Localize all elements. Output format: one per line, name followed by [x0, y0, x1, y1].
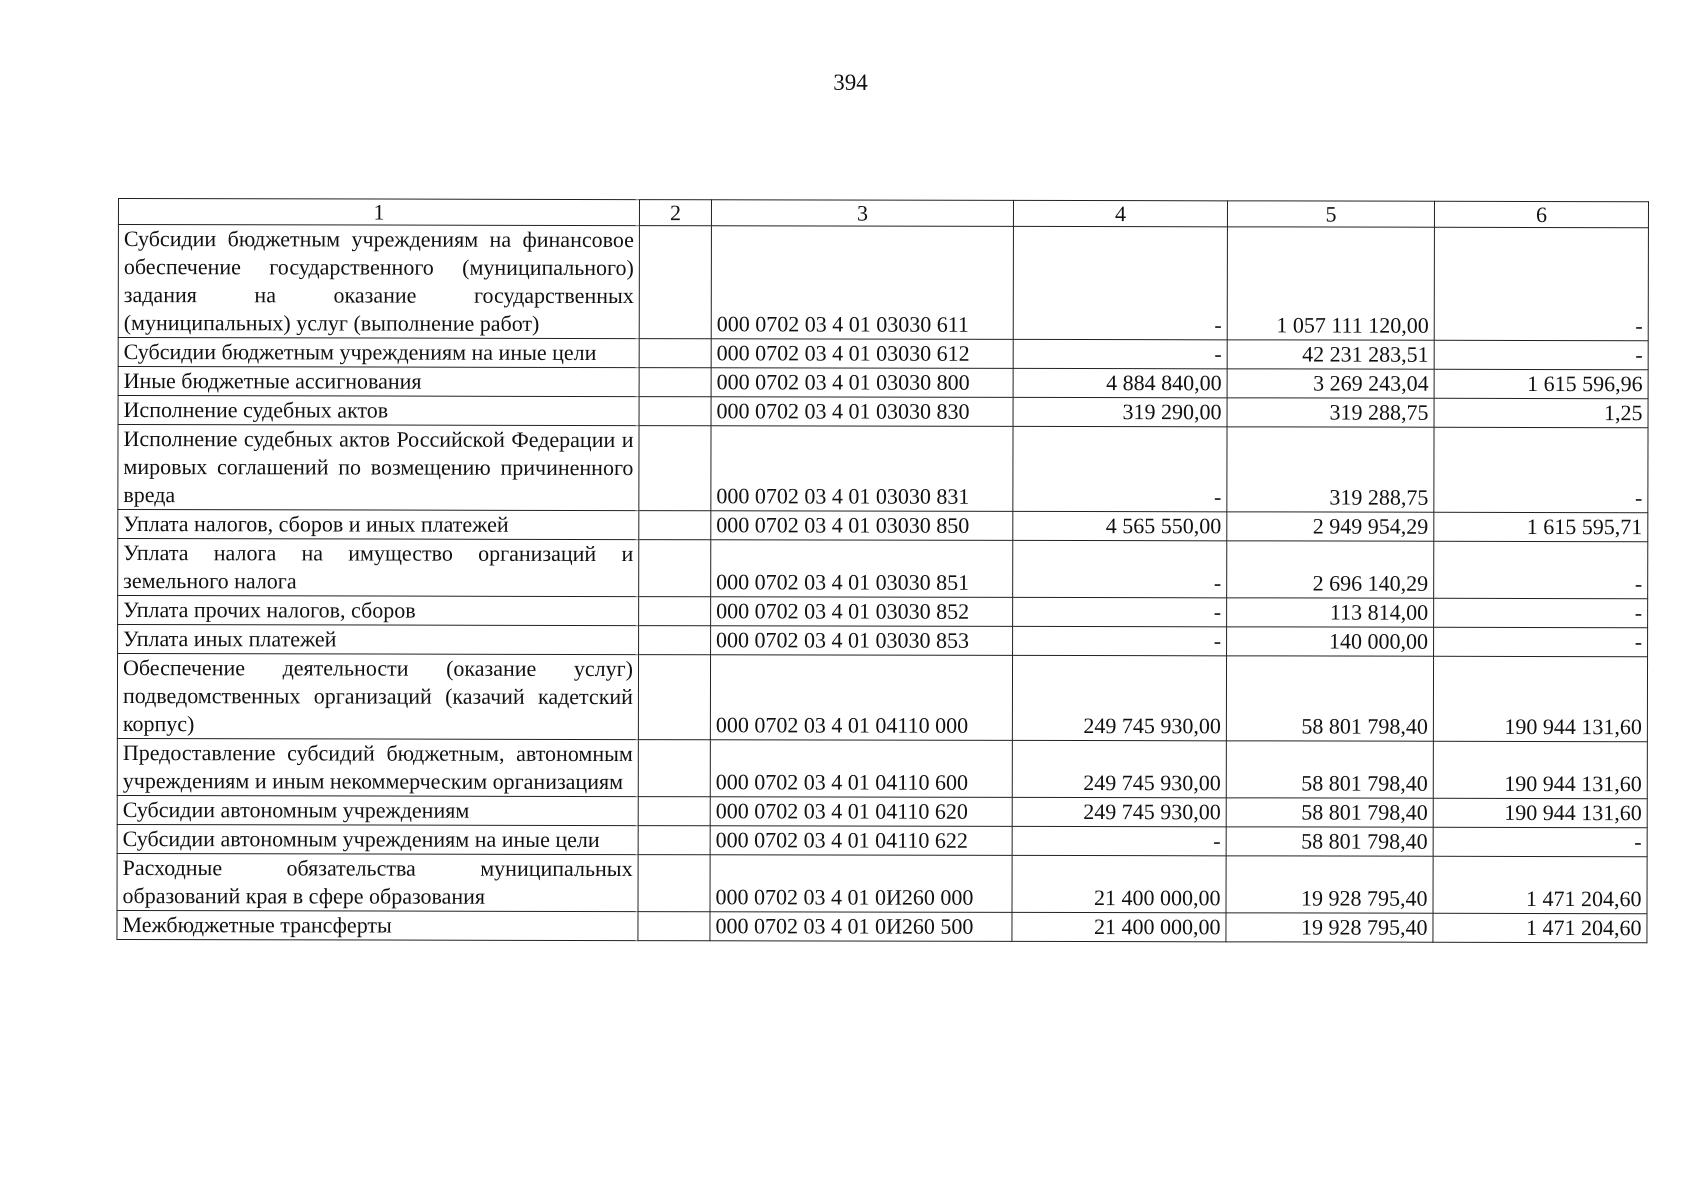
row-col2-cell	[638, 740, 710, 797]
row-col5-cell: 19 928 795,40	[1226, 913, 1433, 942]
row-name-cell: Иные бюджетные ассигнования	[118, 367, 639, 397]
budget-table	[116, 198, 1649, 943]
table-row	[117, 654, 1647, 742]
row-col4-cell: 249 745 930,00	[1012, 740, 1226, 797]
row-col5-cell: 319 288,75	[1227, 398, 1434, 427]
row-name-cell: Межбюджетные трансферты	[117, 910, 638, 940]
row-col6-cell: 1 615 595,71	[1434, 512, 1648, 541]
row-col2-cell	[638, 855, 710, 912]
row-name-cell: Уплата налога на имущество организаций и земельного налога	[118, 539, 639, 597]
row-col6-cell: -	[1433, 827, 1647, 856]
row-name-cell: Субсидии бюджетным учреждениям на финансовое обеспечение государственного (муниципального) задания на оказание государственных (муниципальных) услуг (выполнение работ)	[118, 225, 639, 339]
row-col4-cell: -	[1012, 826, 1226, 855]
row-name-cell: Субсидии автономным учреждениям	[117, 795, 638, 825]
row-name-cell: Субсидии бюджетным учреждениям на иные цели	[118, 338, 639, 368]
row-col5-cell: 58 801 798,40	[1226, 798, 1433, 827]
row-code-cell: 000 0702 03 4 01 03030 831	[711, 426, 1013, 512]
row-code-cell: 000 0702 03 4 01 04110 620	[710, 797, 1012, 827]
row-col5-cell: 2 696 140,29	[1227, 541, 1434, 598]
row-col4-cell: 21 400 000,00	[1012, 912, 1226, 941]
row-col5-cell: 2 949 954,29	[1227, 512, 1434, 541]
table-row	[117, 738, 1647, 798]
row-col2-cell	[639, 540, 711, 597]
row-name-cell: Уплата иных платежей	[118, 625, 639, 655]
row-code-cell: 000 0702 03 4 01 03030 830	[711, 397, 1013, 427]
table-row	[118, 596, 1648, 628]
row-col5-cell: 113 814,00	[1227, 598, 1434, 627]
row-name-cell: Обеспечение деятельности (оказание услуг) подведомственных организаций (казачий кадетский корпус)	[117, 654, 638, 740]
row-col2-cell	[639, 368, 711, 397]
table-row	[118, 338, 1648, 370]
table-row	[117, 795, 1647, 827]
row-col6-cell: -	[1434, 340, 1648, 369]
row-code-cell: 000 0702 03 4 01 03030 853	[711, 626, 1013, 656]
row-name-cell: Исполнение судебных актов	[118, 396, 639, 426]
column-header-1: 1	[118, 199, 639, 226]
row-col2-cell	[639, 339, 711, 368]
row-col2-cell	[638, 912, 710, 941]
row-col2-cell	[639, 511, 711, 540]
table-row	[117, 824, 1647, 856]
row-col6-cell: 190 944 131,60	[1433, 798, 1647, 827]
row-code-cell: 000 0702 03 4 01 0И260 500	[710, 912, 1012, 942]
row-code-cell: 000 0702 03 4 01 03030 611	[711, 226, 1013, 340]
row-col6-cell: -	[1434, 627, 1648, 656]
table-row	[118, 539, 1648, 599]
row-col2-cell	[639, 226, 711, 339]
row-name-cell: Предоставление субсидий бюджетным, автономным учреждениям и иным некоммерческим организациям	[117, 738, 638, 796]
row-code-cell: 000 0702 03 4 01 03030 800	[711, 368, 1013, 398]
row-col5-cell: 58 801 798,40	[1226, 741, 1433, 798]
row-col5-cell: 42 231 283,51	[1227, 340, 1434, 369]
row-name-cell: Расходные обязательства муниципальных образований края в сфере образования	[117, 853, 638, 911]
column-header-2: 2	[639, 200, 711, 226]
table-header-row	[118, 199, 1648, 228]
table-row	[117, 910, 1647, 942]
row-col5-cell: 319 288,75	[1227, 427, 1434, 512]
table-row	[117, 853, 1647, 913]
row-code-cell: 000 0702 03 4 01 04110 000	[710, 655, 1012, 741]
row-col4-cell: 4 884 840,00	[1013, 368, 1227, 397]
row-code-cell: 000 0702 03 4 01 03030 850	[711, 511, 1013, 541]
row-name-cell: Исполнение судебных актов Российской Федерации и мировых соглашений по возмещению причиненного вреда	[118, 425, 639, 511]
column-header-5: 5	[1227, 201, 1434, 227]
row-code-cell: 000 0702 03 4 01 03030 851	[711, 540, 1013, 598]
row-col5-cell: 140 000,00	[1227, 627, 1434, 656]
row-col2-cell	[638, 655, 710, 740]
row-col4-cell: 249 745 930,00	[1012, 797, 1226, 826]
table-row	[118, 510, 1648, 542]
row-col5-cell: 1 057 111 120,00	[1227, 227, 1434, 340]
row-code-cell: 000 0702 03 4 01 04110 600	[710, 740, 1012, 798]
row-col6-cell: 190 944 131,60	[1433, 656, 1647, 741]
column-header-6: 6	[1434, 201, 1648, 227]
table-row	[118, 396, 1648, 428]
row-col2-cell	[638, 826, 710, 855]
row-col6-cell: 1 471 204,60	[1433, 913, 1647, 942]
row-col4-cell: -	[1013, 339, 1227, 368]
row-col2-cell	[639, 397, 711, 426]
row-col2-cell	[639, 597, 711, 626]
row-col4-cell: -	[1013, 626, 1227, 655]
row-code-cell: 000 0702 03 4 01 04110 622	[710, 826, 1012, 856]
row-col4-cell: -	[1013, 426, 1227, 511]
row-code-cell: 000 0702 03 4 01 03030 612	[711, 339, 1013, 369]
column-header-4: 4	[1013, 200, 1227, 226]
row-col4-cell: 21 400 000,00	[1012, 855, 1226, 912]
row-col5-cell: 19 928 795,40	[1226, 856, 1433, 913]
row-name-cell: Уплата налогов, сборов и иных платежей	[118, 510, 639, 540]
row-col6-cell: 190 944 131,60	[1433, 741, 1647, 798]
row-name-cell: Субсидии автономным учреждениям на иные цели	[117, 824, 638, 854]
table-row	[118, 225, 1648, 341]
row-col6-cell: 1 615 596,96	[1434, 369, 1648, 398]
table-row	[118, 625, 1648, 657]
row-name-cell: Уплата прочих налогов, сборов	[118, 596, 639, 626]
row-col4-cell: 319 290,00	[1013, 397, 1227, 426]
row-code-cell: 000 0702 03 4 01 0И260 000	[710, 855, 1012, 913]
row-code-cell: 000 0702 03 4 01 03030 852	[711, 597, 1013, 627]
row-col5-cell: 58 801 798,40	[1226, 827, 1433, 856]
page-number: 394	[833, 70, 868, 95]
row-col6-cell: -	[1434, 541, 1648, 598]
row-col6-cell: 1 471 204,60	[1433, 856, 1647, 913]
row-col6-cell: -	[1434, 227, 1648, 340]
row-col2-cell	[639, 426, 711, 511]
row-col4-cell: -	[1013, 226, 1227, 339]
column-header-3: 3	[711, 200, 1013, 227]
row-col2-cell	[639, 626, 711, 655]
row-col4-cell: 4 565 550,00	[1013, 511, 1227, 540]
row-col5-cell: 3 269 243,04	[1227, 369, 1434, 398]
row-col4-cell: -	[1013, 540, 1227, 597]
row-col6-cell: -	[1434, 427, 1648, 512]
table-row	[118, 367, 1648, 399]
row-col2-cell	[638, 797, 710, 826]
row-col6-cell: -	[1434, 598, 1648, 627]
table-row	[118, 425, 1648, 513]
row-col6-cell: 1,25	[1434, 398, 1648, 427]
row-col4-cell: 249 745 930,00	[1012, 655, 1226, 740]
row-col5-cell: 58 801 798,40	[1226, 656, 1433, 741]
row-col4-cell: -	[1013, 597, 1227, 626]
